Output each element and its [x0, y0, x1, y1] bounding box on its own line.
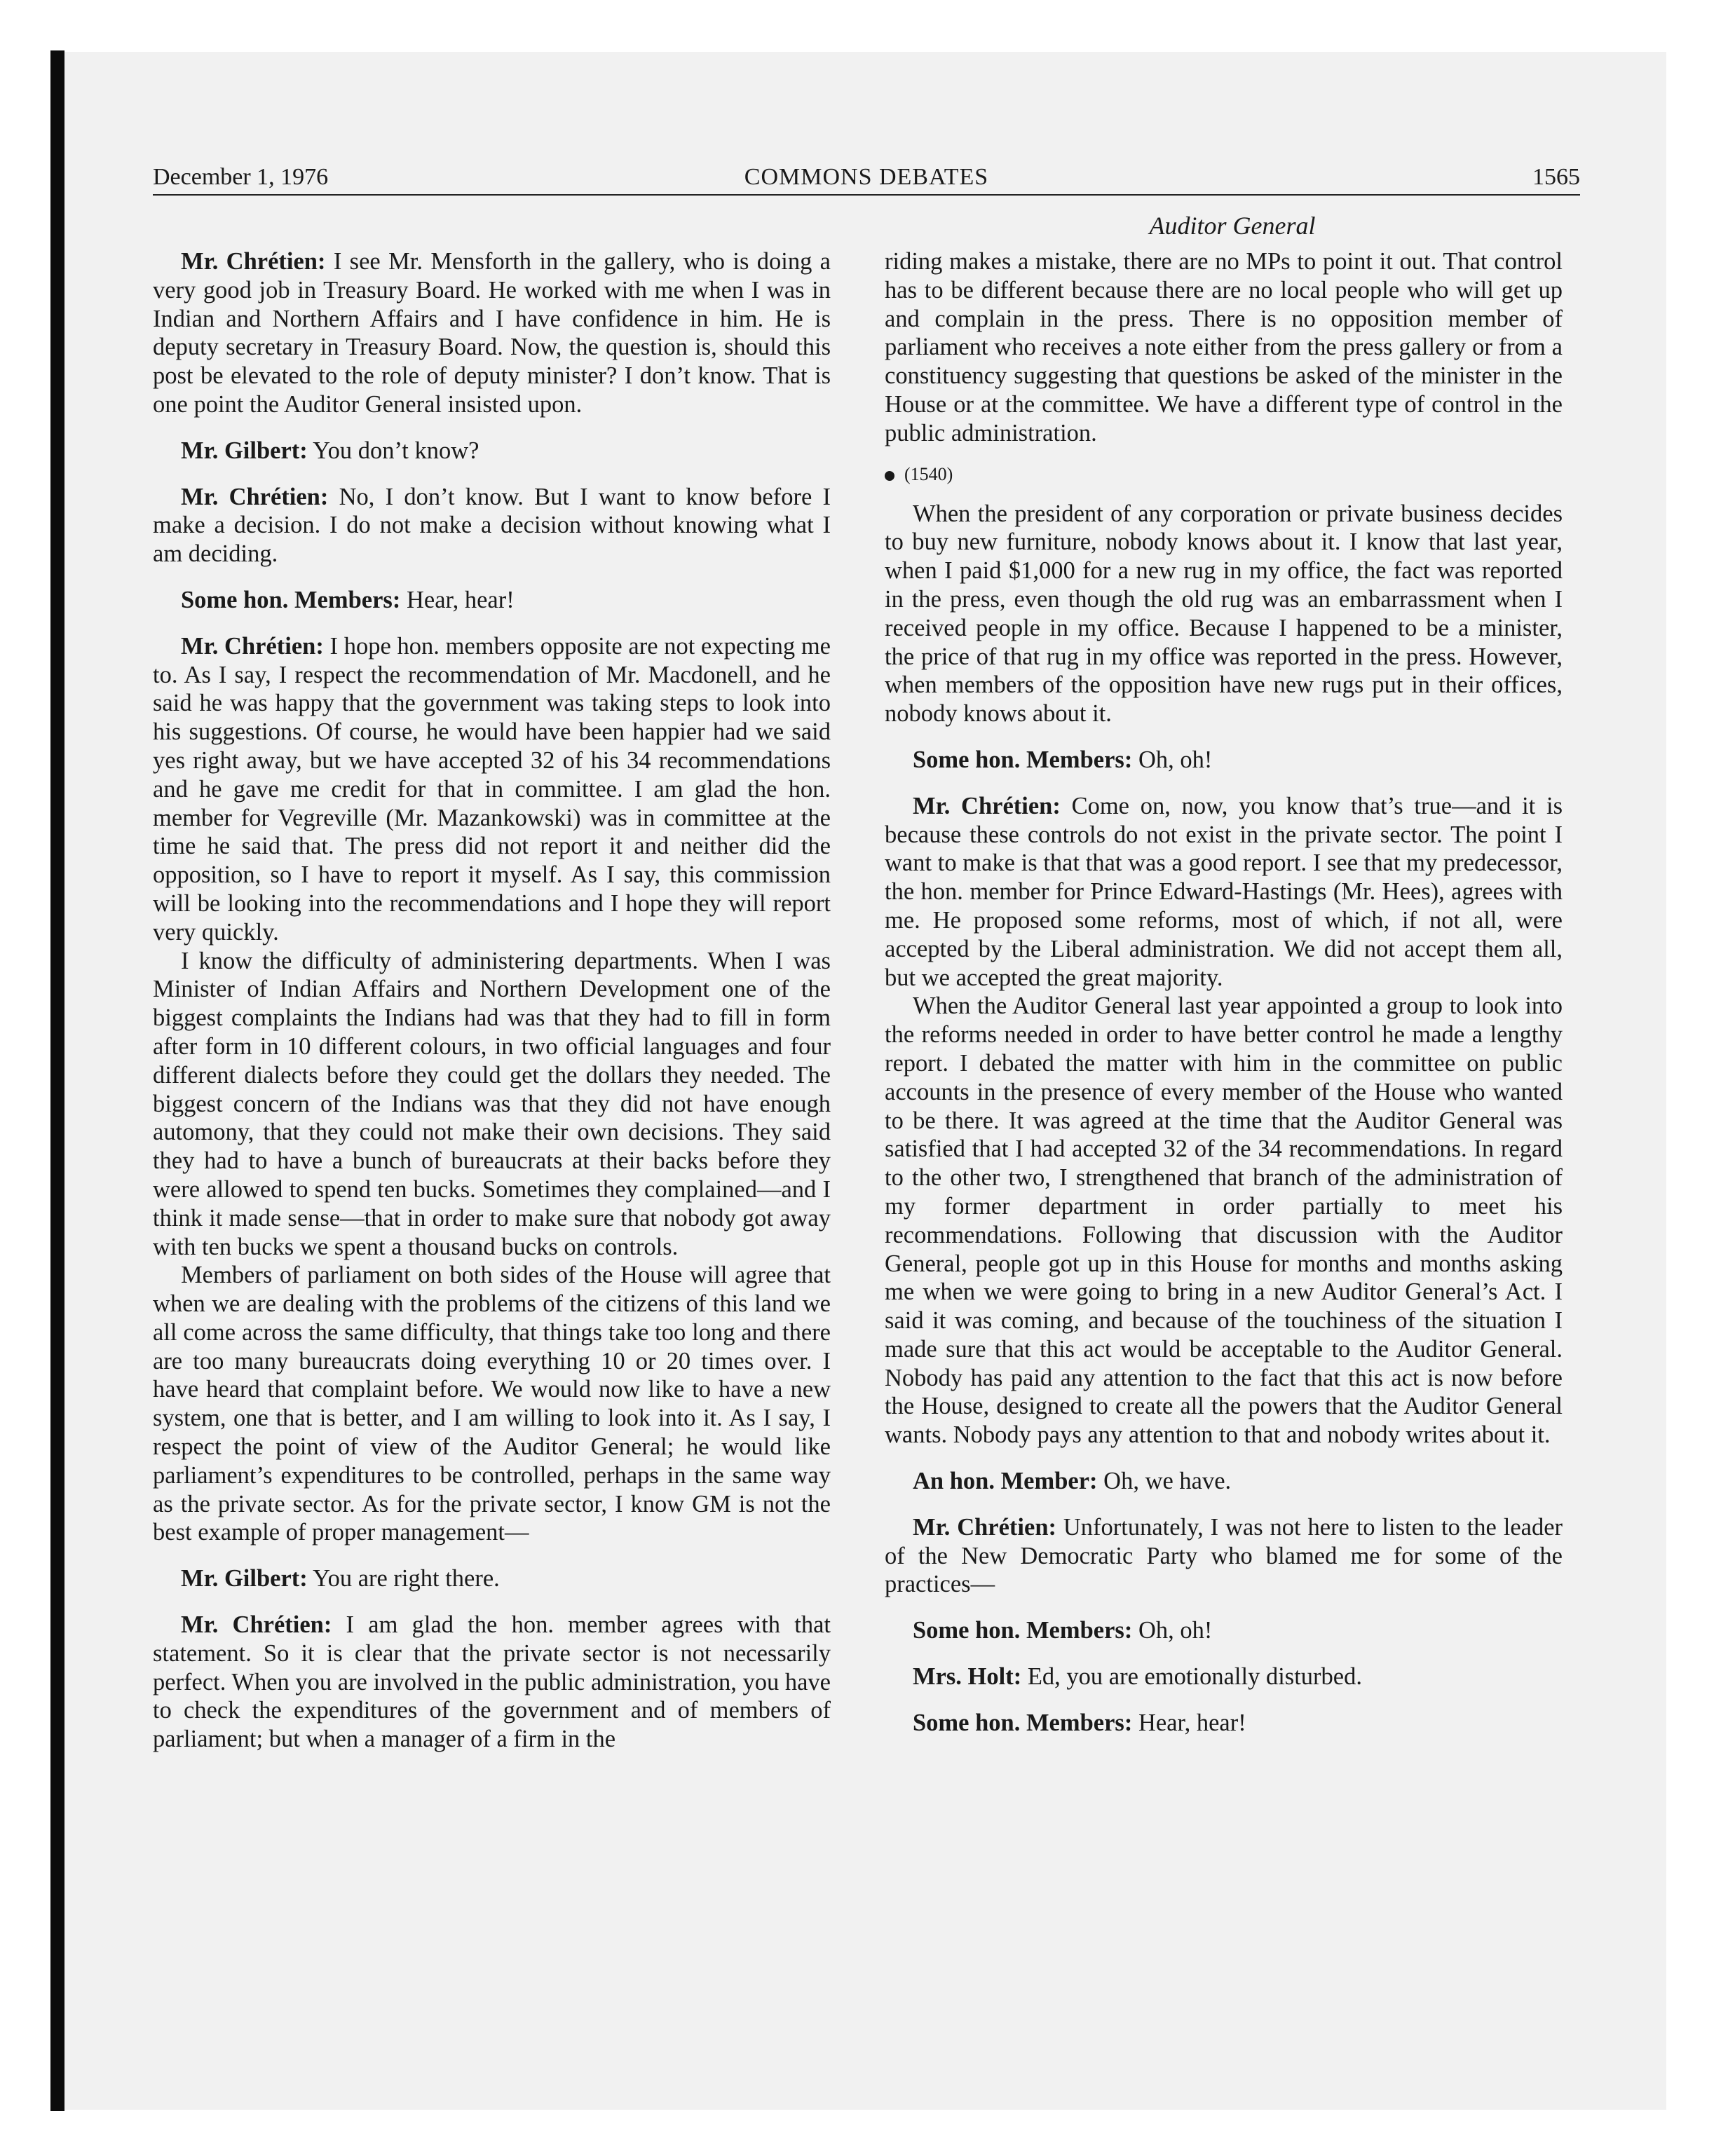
header-date: December 1, 1976	[153, 164, 329, 190]
speech-paragraph	[885, 1709, 1563, 1738]
speaker-name: Some hon. Members:	[181, 586, 401, 613]
speech-paragraph	[885, 1467, 1563, 1496]
speech-paragraph	[153, 1611, 831, 1754]
speech-text: Hear, hear!	[1132, 1709, 1246, 1736]
speaker-name: Mr. Gilbert:	[181, 437, 308, 464]
speech-paragraph	[153, 437, 831, 465]
speech-paragraph	[153, 247, 831, 419]
speech-paragraph	[885, 1663, 1563, 1691]
speaker-name: Mr. Chrétien:	[181, 483, 329, 510]
speech-text: Hear, hear!	[400, 586, 515, 613]
speech-paragraph	[153, 1564, 831, 1593]
speech-paragraph	[885, 1513, 1563, 1599]
left-column	[153, 247, 831, 1754]
speech-text: Oh, we have.	[1097, 1468, 1232, 1495]
speaker-name: An hon. Member:	[913, 1468, 1098, 1495]
topic-heading: Auditor General	[1149, 212, 1316, 240]
header-rule	[153, 194, 1580, 196]
scan-edge	[50, 50, 64, 2111]
body-paragraph: When the president of any corporation or private business decides to buy new furniture, nobody knows about it. I know that last year, when I paid $1,000 for a new rug in my office, the fact was reported in the press, even though the old rug was an embarrassment when I received people in my office. Because I happened to be a minister, the price of that rug in my office was reported in the press. However, when members of the opposition have new rugs put in their offices, nobody knows about it.	[885, 500, 1563, 728]
speech-paragraph	[885, 1616, 1563, 1645]
speech-text: Unfortunately, I was not here to listen to the leader of the New Democratic Party who blamed me for some of the practices—	[885, 1513, 1563, 1598]
speaker-name: Some hon. Members:	[913, 1709, 1133, 1736]
speech-paragraph	[153, 483, 831, 568]
speech-text: Oh, oh!	[1132, 746, 1213, 773]
header-title: COMMONS DEBATES	[744, 164, 989, 190]
speaker-name: Mr. Chrétien:	[913, 792, 1061, 819]
page-header	[153, 163, 1580, 192]
speech-text: I hope hon. members opposite are not expecting me to. As I say, I respect the recommendation of Mr. Macdonell, and he said he was happy that the government was taking steps to look into his suggestions. Of course, he would have been happier had we said yes right away, but we have accepted 32 of his 34 recommendations and he gave me credit for that in committee. I am glad the hon. member for Vegreville (Mr. Mazankowski) was in committee at the time he said that. The press did not report it and neither did the opposition, so I have to report it myself. As I say, this commission will be looking into the recommendations and I hope they will report very quickly.	[153, 632, 831, 946]
speech-paragraph	[885, 746, 1563, 775]
speaker-name: Some hon. Members:	[913, 1617, 1133, 1644]
time-marker-label: (1540)	[904, 463, 953, 484]
header-page-number: 1565	[1532, 164, 1580, 190]
speech-paragraph	[153, 586, 831, 615]
speech-text: No, I don’t know. But I want to know before I make a decision. I do not make a decision without knowing what I am deciding.	[153, 483, 831, 568]
speaker-name: Mr. Chrétien:	[181, 1611, 332, 1639]
speaker-name: Mr. Chrétien:	[181, 248, 326, 275]
speech-text: Oh, oh!	[1132, 1617, 1213, 1644]
speech-text: Ed, you are emotionally disturbed.	[1021, 1663, 1362, 1691]
speaker-name: Mrs. Holt:	[913, 1663, 1022, 1691]
speech-text: I see Mr. Mensforth in the gallery, who is doing a very good job in Treasury Board. He worked with me when I was in Indian and Northern Affairs and I have confidence in him. He is deputy secretary in Treasury Board. Now, the question is, should this post be elevated to the role of deputy minister? I don’t know. That is one point the Auditor General insisted upon.	[153, 248, 831, 418]
continued-paragraph: riding makes a mistake, there are no MPs to point it out. That control has to be different because there are no local people who will get up and complain in the press. There is no opposition member of parliament who receives a note either from the press gallery or from a constituency suggesting that questions be asked of the minister in the House or at the committee. We have a different type of control in the public administration.	[885, 248, 1563, 446]
time-marker	[885, 463, 1563, 486]
speech-text: You don’t know?	[307, 437, 479, 464]
body-paragraph: When the Auditor General last year appointed a group to look into the reforms needed in order to have better control he made a lengthy report. I debated the matter with him in the committee on public accounts in the presence of every member of the House who wanted to be there. It was agreed at the time that the Auditor General was satisfied that I had accepted 32 of the 34 recommendations. In regard to the other two, I strengthened that branch of the administration of my former department in order partially to meet his recommendations. Following that discussion with the Auditor General, people got up in this House for months and months asking me when we were going to bring in a new Auditor General’s Act. I said it was coming, and because of the touchiness of the situation I made sure that this act would be acceptable to the Auditor General. Nobody has paid any attention to the fact that this act is now before the House, designed to create all the powers that the Auditor General wants. Nobody pays any attention to that and nobody writes about it.	[885, 992, 1563, 1449]
speaker-name: Mr. Chrétien:	[913, 1513, 1056, 1541]
body-paragraph: I know the difficulty of administering departments. When I was Minister of Indian Affairs and Northern Development one of the biggest complaints the Indians had was that they had to fill in form after form in 10 different colours, in two official languages and four different dialects before they could get the dollars they needed. The biggest concern of the Indians was that they did not have enough automony, that they could not make their own decisions. They said they had to have a bunch of bureaucrats at their backs before they were allowed to spend ten bucks. Sometimes they complained—and I think it made sense—that in order to make sure that nobody got away with ten bucks we spent a thousand bucks on controls.	[153, 947, 831, 1260]
speech-text: Come on, now, you know that’s true—and it is because these controls do not exist in the private sector. The point I want to make is that that was a good report. I see that my predecessor, the hon. member for Prince Edward-Hastings (Mr. Hees), agrees with me. He proposed some reforms, most of which, if not all, were accepted by the Liberal administration. We did not accept them all, but we accepted the great majority.	[885, 792, 1563, 991]
speech-paragraph	[885, 792, 1563, 992]
speech-text: I am glad the hon. member agrees with that statement. So it is clear that the private sector is not necessarily perfect. When you are involved in the public administration, you have to check the expenditures of the government and of members of parliament; but when a manager of a firm in the	[153, 1611, 831, 1753]
speaker-name: Mr. Chrétien:	[181, 632, 324, 660]
speech-text: You are right there.	[307, 1565, 500, 1592]
speaker-name: Some hon. Members:	[913, 746, 1133, 773]
speech-paragraph	[153, 632, 831, 947]
speaker-name: Mr. Gilbert:	[181, 1565, 308, 1592]
right-column	[885, 247, 1563, 1738]
bullet-icon	[885, 471, 894, 481]
body-paragraph: Members of parliament on both sides of the House will agree that when we are dealing with the problems of the citizens of this land we all come across the same difficulty, that things take too long and there are too many bureaucrats doing everything 10 or 20 times over. I have heard that complaint before. We would now like to have a new system, one that is better, and I am willing to look into it. As I say, I respect the point of view of the Auditor General; he would like parliament’s expenditures to be controlled, perhaps in the same way as the private sector. As for the private sector, I know GM is not the best example of proper management—	[153, 1262, 831, 1546]
